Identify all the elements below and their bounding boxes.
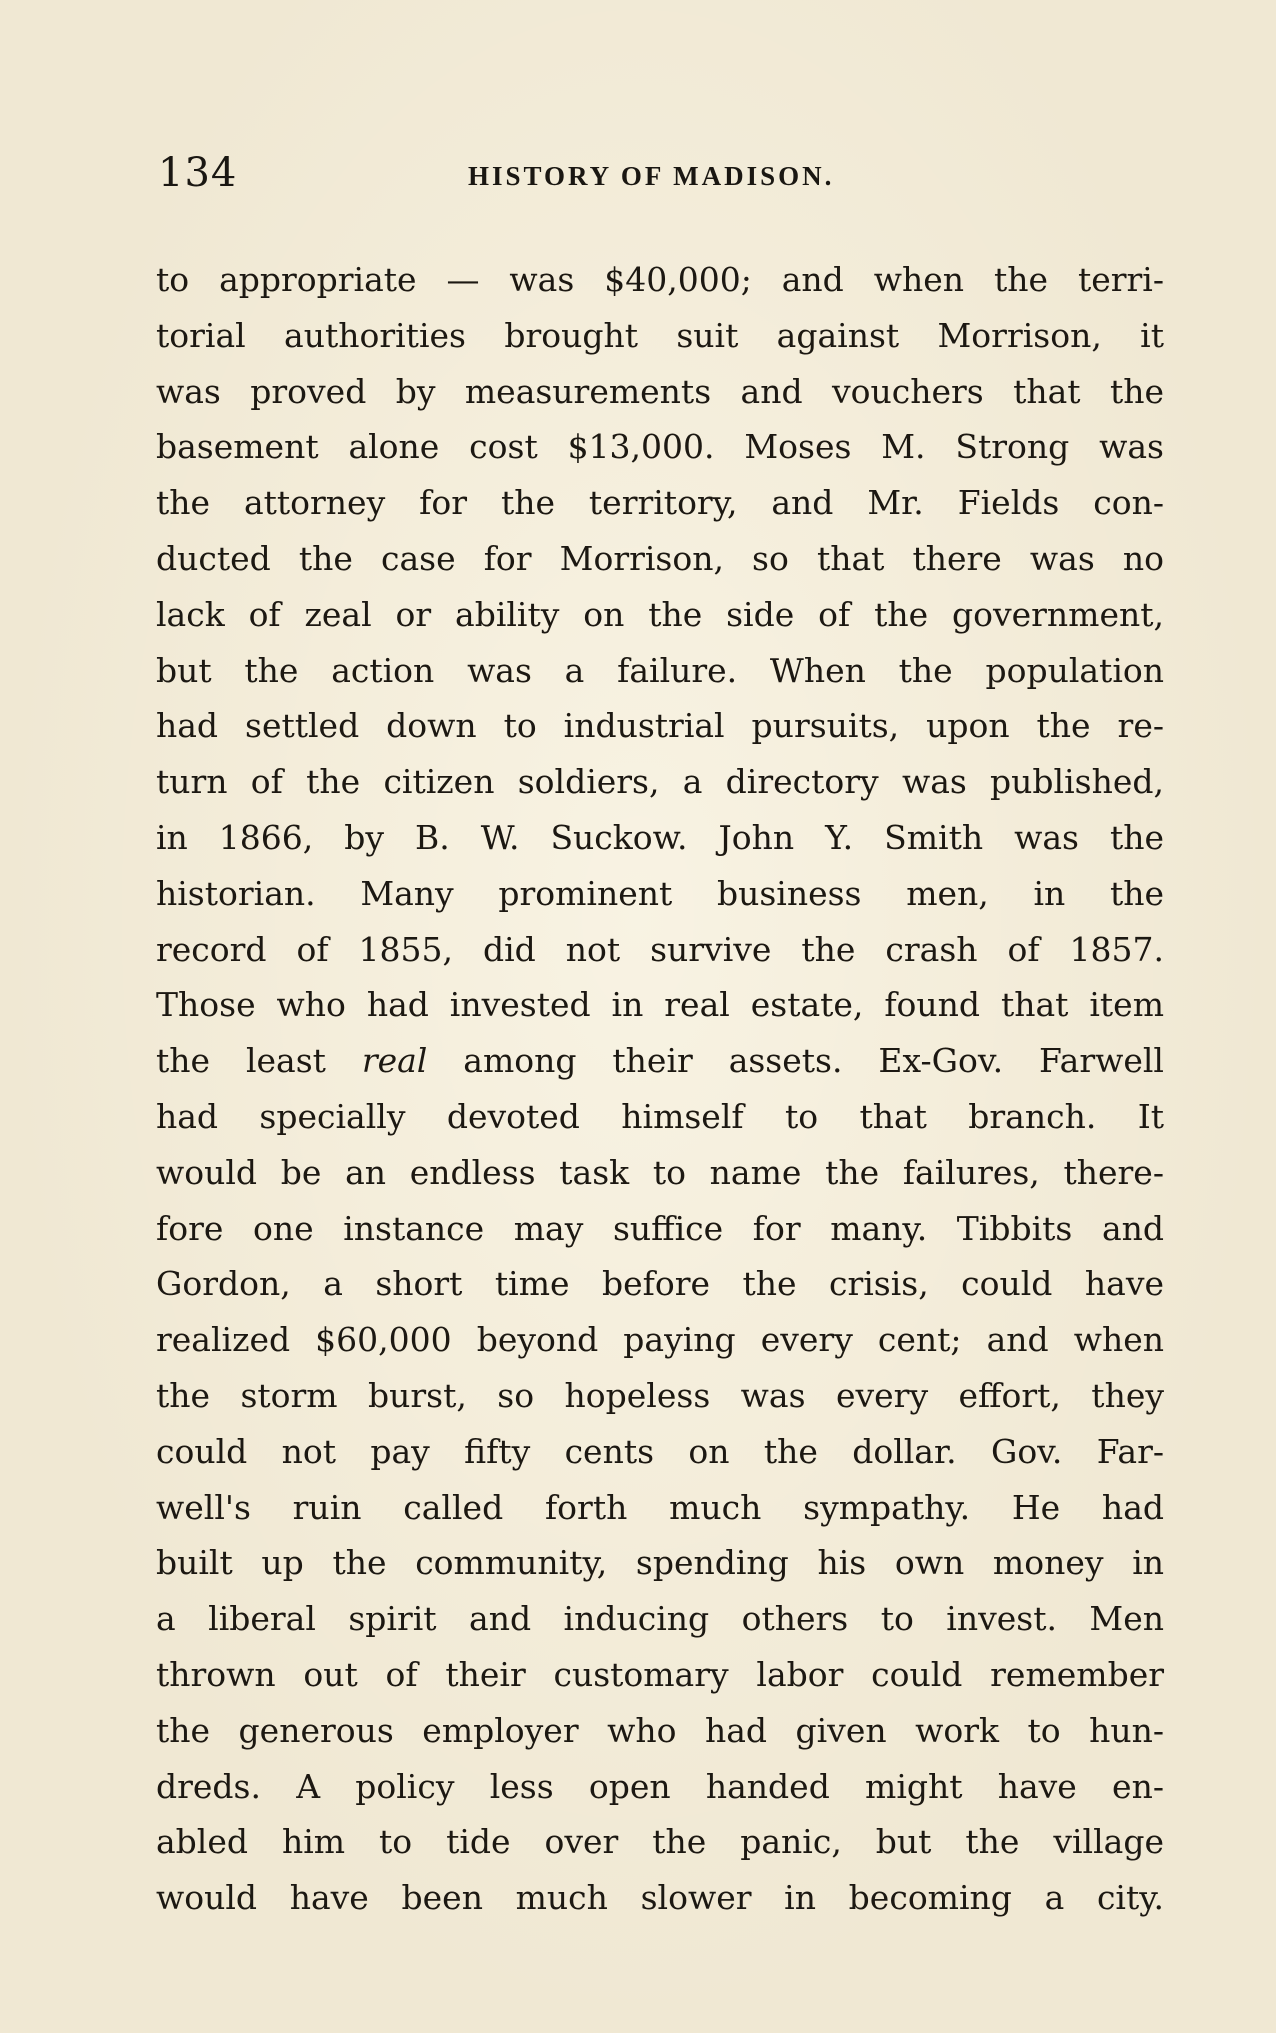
text-line: dreds. A policy less open handed might have en- (156, 1766, 1164, 1806)
text-line: had specially devoted himself to that branch. It (156, 1096, 1164, 1136)
text-line: historian. Many prominent business men, in the (156, 873, 1164, 913)
text-line: would be an endless task to name the failures, there- (156, 1152, 1164, 1192)
text-line: lack of zeal or ability on the side of the government, (156, 594, 1164, 634)
text-line: realized $60,000 beyond paying every cent; and when (156, 1320, 1164, 1360)
italic-word: real (361, 1041, 428, 1081)
text-line: a liberal spirit and inducing others to invest. Men (156, 1599, 1164, 1639)
text-line: the generous employer who had given work to hun- (156, 1710, 1164, 1750)
page-number: 134 (158, 150, 238, 196)
text-line: turn of the citizen soldiers, a directory was published, (156, 762, 1164, 802)
text-line: to appropriate — was $40,000; and when the terri- (156, 260, 1164, 299)
text-line: in 1866, by B. W. Suckow. John Y. Smith was the (156, 817, 1164, 857)
text-line: thrown out of their customary labor could remember (156, 1654, 1164, 1694)
text-line: abled him to tide over the panic, but the village (156, 1822, 1164, 1862)
text-line: would have been much slower in becoming a city. (156, 1878, 1164, 1918)
text-line: record of 1855, did not survive the crash of 1857. (156, 929, 1164, 969)
text-line: Those who had invested in real estate, found that item (156, 985, 1164, 1025)
text-line: torial authorities brought suit against Morrison, it (156, 315, 1164, 355)
text-line-with-italic (156, 1033, 1164, 1089)
body-text (156, 252, 1164, 1926)
text-line: the storm burst, so hopeless was every effort, they (156, 1375, 1164, 1415)
text-line: the attorney for the territory, and Mr. Fields con- (156, 483, 1164, 523)
text-segment: the least (156, 1041, 362, 1081)
text-line: but the action was a failure. When the population (156, 650, 1164, 690)
text-line: built up the community, spending his own money in (156, 1543, 1164, 1583)
text-segment: among their assets. Ex-Gov. Farwell (427, 1041, 1164, 1081)
text-line: fore one instance may suffice for many. Tibbits and (156, 1208, 1164, 1248)
text-line: Gordon, a short time before the crisis, could have (156, 1264, 1164, 1304)
text-line: was proved by measurements and vouchers that the (156, 371, 1164, 411)
text-line: could not pay fifty cents on the dollar. Gov. Far- (156, 1431, 1164, 1471)
running-head: HISTORY OF MADISON. (468, 161, 835, 191)
text-line: had settled down to industrial pursuits, upon the re- (156, 706, 1164, 746)
text-line: basement alone cost $13,000. Moses M. Strong was (156, 427, 1164, 467)
page-header (158, 148, 1158, 208)
text-line: well's ruin called forth much sympathy. He had (156, 1487, 1164, 1527)
text-line: ducted the case for Morrison, so that there was no (156, 538, 1164, 578)
